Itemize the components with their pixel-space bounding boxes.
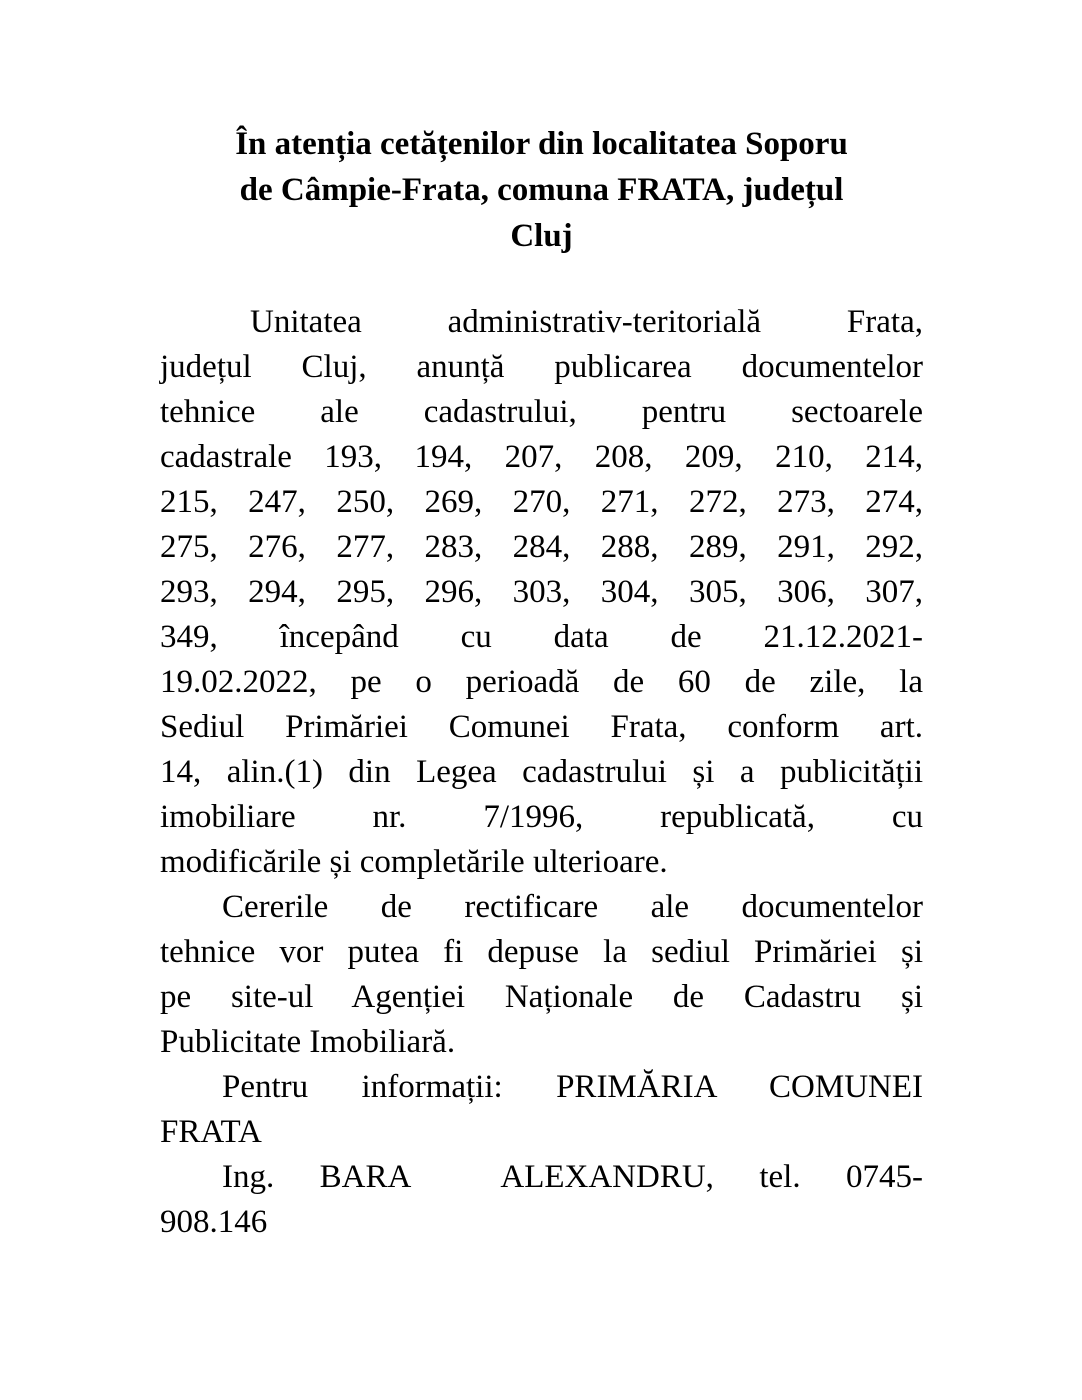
- text-line: 14, alin.(1) din Legea cadastrului și a publicității: [160, 754, 923, 790]
- text-line: Ing. BARA ALEXANDRU, tel. 0745-: [222, 1159, 923, 1195]
- text-line: FRATA: [160, 1114, 262, 1150]
- text-line: 293, 294, 295, 296, 303, 304, 305, 306, 307,: [160, 574, 923, 610]
- text-line: Cererile de rectificare ale documentelor: [222, 889, 923, 925]
- text-line: modificările și completările ulterioare.: [160, 844, 668, 880]
- text-line: Pentru informații: PRIMĂRIA COMUNEI: [222, 1069, 923, 1105]
- notice-paragraph-rectification: [160, 885, 923, 1065]
- text-line: 908.146: [160, 1204, 268, 1240]
- text-line: 275, 276, 277, 283, 284, 288, 289, 291, 292,: [160, 529, 923, 565]
- text-line: cadastrale 193, 194, 207, 208, 209, 210, 214,: [160, 439, 923, 475]
- text-line: 215, 247, 250, 269, 270, 271, 272, 273, 274,: [160, 484, 923, 520]
- notice-content: [160, 121, 923, 1245]
- text-line: 349, începând cu data de 21.12.2021-: [160, 619, 923, 655]
- text-line: Publicitate Imobiliară.: [160, 1024, 456, 1060]
- notice-paragraph-announcement: [160, 300, 923, 885]
- text-line: pe site-ul Agenției Naționale de Cadastru și: [160, 979, 923, 1015]
- notice-title-line: În atenția cetățenilor din localitatea Soporu: [235, 126, 848, 162]
- notice-title-line: de Câmpie-Frata, comuna FRATA, județul: [239, 172, 844, 208]
- notice-paragraph-contact-person: [160, 1155, 923, 1245]
- text-line: Sediul Primăriei Comunei Frata, conform art.: [160, 709, 923, 745]
- text-line: tehnice vor putea fi depuse la sediul Primăriei și: [160, 934, 923, 970]
- text-line: județul Cluj, anunță publicarea documentelor: [160, 349, 923, 385]
- text-line: tehnice ale cadastrului, pentru sectoarele: [160, 394, 923, 430]
- notice-paragraph-contact-authority: [160, 1065, 923, 1155]
- text-line: 19.02.2022, pe o perioadă de 60 de zile, la: [160, 664, 923, 700]
- notice-title-line: Cluj: [510, 218, 573, 254]
- text-line: imobiliare nr. 7/1996, republicată, cu: [160, 799, 923, 835]
- notice-title: [160, 121, 923, 259]
- text-line: Unitatea administrativ-teritorială Frata,: [250, 304, 923, 340]
